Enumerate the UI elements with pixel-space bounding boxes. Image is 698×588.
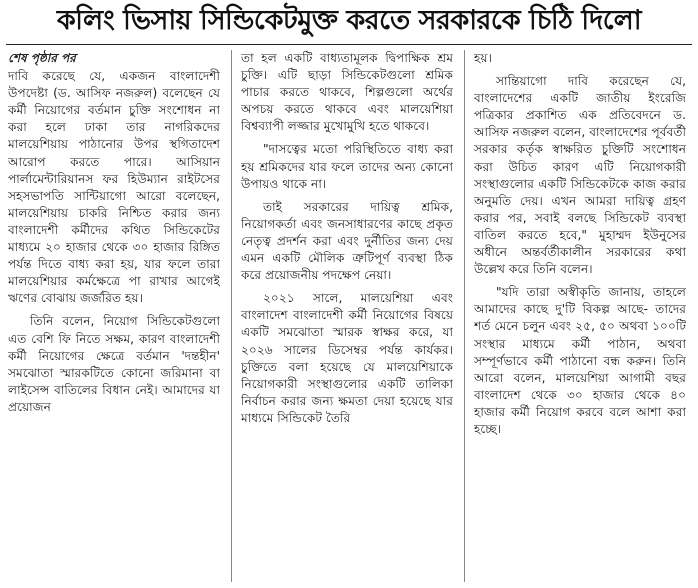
- paragraph: "যদি তারা অস্বীকৃতি জানায়, তাহলে আমাদের কাছে দু'টি বিকল্প আছে- তাদের শর্ত মেনে চলুন এবং ২৫, ৫০ অথবা ১০০টি সংস্থার মাধ্যমে কর্মী পাঠান, অথবা সম্পূর্ণভাবে কর্মী পাঠানো বন্ধ করুন। তিনি আরো বলেন, মালয়েশিয়া আগামী বছর বাংলাদেশ থেকে ৩০ হাজার থেকে ৪০ হাজার কর্মী নিয়োগ করবে বলে আশা করা হচ্ছে।: [474, 285, 686, 436]
- paragraph: হয়।: [474, 51, 492, 65]
- column-1: [8, 50, 220, 586]
- headline-rule: [6, 44, 692, 45]
- column-divider: [464, 50, 465, 582]
- column-2: [241, 50, 453, 586]
- paragraph: তিনি বলেন, নিয়োগ সিন্ডিকেটগুলো এত বেশি ফি নিতে সক্ষম, কারণ বাংলাদেশী কর্মী নিয়োগের ক্ষেত্রে বর্তমান 'দন্তহীন' সমঝোতা স্মারকটিতে কোনো জরিমানা বা লাইসেন্স বাতিলের বিধান নেই। আমাদের যা প্রয়োজন: [8, 314, 220, 414]
- paragraph: "দাসত্বের মতো পরিস্থিতিতে বাধ্য করা হয় শ্রমিকদের যার ফলে তাদের অন্য কোনো উপায়ও থাকে না।: [241, 142, 453, 191]
- paragraph: দাবি করেছে যে, একজন বাংলাদেশী উপদেষ্টা (ড. আসিফ নজরুল) বলেছেন যে কর্মী নিয়োগের বর্তমান চুক্তি সংশোধন না করা হলে ঢাকা তার নাগরিকদের মালয়েশিয়ায় পাঠানোর উপর স্থগিতাদেশ আরোপ করতে পারে। আসিয়ান পার্লামেন্টারিয়ানস ফর হিউম্যান রাইটসের সহসভাপতি সান্টিয়াগো আরো বলেছেন, মালয়েশিয়ায় চাকরি নিশ্চিত করার জন্য বাংলাদেশী কর্মীদের কথিত সিন্ডিকেটের মাধ্যমে ২০ হাজার থেকে ৩০ হাজার রিঙ্গিত পর্যন্ত দিতে বাধ্য করা হয়, যার ফলে তারা মালয়েশিয়ার কর্মক্ষেত্রে পা রাখার আগেই ঋণের বোঝায় জর্জরিত হয়।: [8, 69, 220, 306]
- headline: কলিং ভিসায় সিন্ডিকেটমুক্ত করতে সরকারকে চিঠি দিলো: [56, 4, 642, 36]
- column-3: [474, 50, 686, 586]
- column-divider: [231, 50, 232, 582]
- paragraph: তা হল একটি বাধ্যতামূলক দ্বিপাক্ষিক শ্রম চুক্তি। এটি ছাড়া সিন্ডিকেটগুলো শ্রমিক পাচার করতে থাকবে, শিল্পগুলো অর্থের অপচয় করতে থাকবে এবং মালয়েশিয়া বিশ্বব্যাপী লজ্জার মুখোমুখি হতে থাকবে।: [241, 51, 453, 134]
- paragraph: ২০২১ সালে, মালয়েশিয়া এবং বাংলাদেশ বাংলাদেশী কর্মী নিয়োগের বিষয়ে একটি সমঝোতা স্মারক স্বাক্ষর করে, যা ২০২৬ সালের ডিসেম্বর পর্যন্ত কার্যকর। চুক্তিতে বলা হয়েছে যে মালয়েশিয়াকে নিয়োগকারী সংস্থাগুলোর একটি তালিকা নির্বাচন করার জন্য ক্ষমতা দেয়া হয়েছে যার মাধ্যমে সিন্ডিকেট তৈরি: [241, 291, 453, 425]
- paragraph: সান্তিয়াগো দাবি করেছেন যে, বাংলাদেশের একটি জাতীয় ইংরেজি পত্রিকার প্রকাশিত এক প্রতিবেদনে ড. আসিফ নজরুল বলেন, বাংলাদেশের পূর্ববর্তী সরকার কর্তৃক স্বাক্ষরিত চুক্তিটি সংশোধন করা উচিত কারণ এটি নিয়োগকারী সংস্থাগুলোর একটি সিন্ডিকেটকে কাজ করার অনুমতি দেয়। এখন আমরা দায়িত্ব গ্রহণ করার পর, সবাই বলছে সিন্ডিকেট ব্যবস্থা বাতিল করতে হবে," মুহাম্মদ ইউনুসের অধীনে অন্তর্বর্তীকালীন সরকারের কথা উল্লেখ করে তিনি বলেন।: [474, 74, 686, 277]
- continued-from-label: শেষ পৃষ্ঠার পর: [8, 51, 76, 65]
- paragraph: তাই সরকারের দায়িত্ব শ্রমিক, নিয়োগকর্তা এবং জনসাধারণের কাছে প্রকৃত নেতৃত্ব প্রদর্শন করা এবং দুর্নীতির জন্য দেয় এমন একটি মৌলিক ত্রুটিপূর্ণ ব্যবস্থা ঠিক করে প্রয়োজনীয় পদক্ষেপ নেয়া।: [241, 199, 453, 283]
